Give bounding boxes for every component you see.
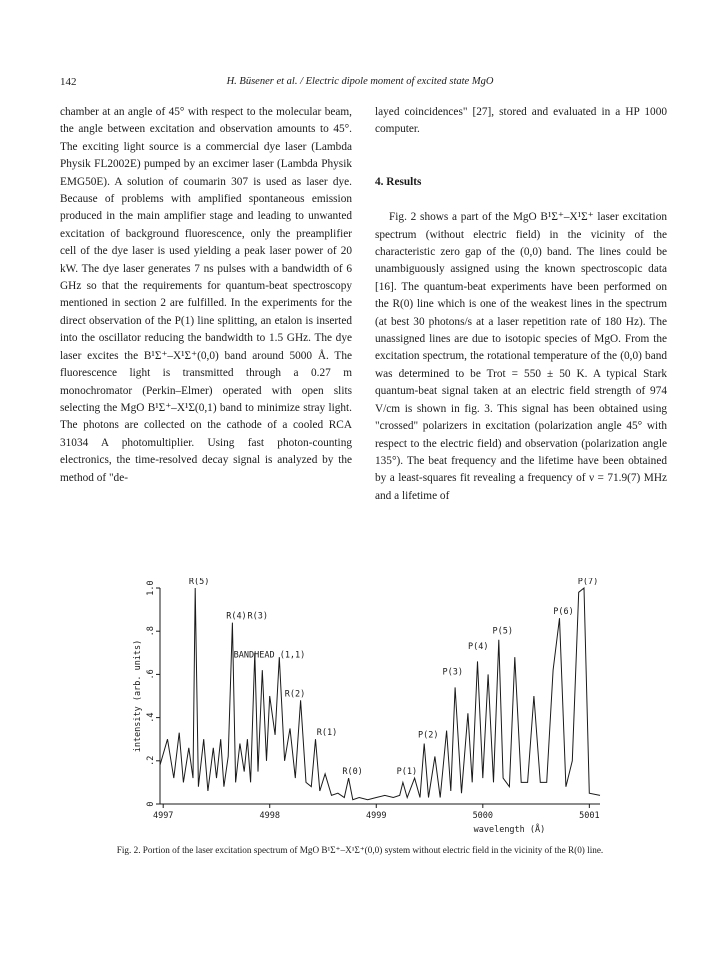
body-paragraph: chamber at an angle of 45° with respect to the molecular beam, the angle between excitation and observation amounts to 45°. The exciting light source is a commercial dye laser (Lambda Physik FL2002E) pumped by an excimer laser (Lambda Physik EMG50E). A solution of coumarin 307 is used as laser dye. Because of problems with amplified spontaneous emission produced in the main amplifier stage and leading to unwanted excitation of background fluorescence, only the preamplifier cell of the dye laser is used yielding a peak laser power of 20 kW. The dye laser generates 7 ns pulses with a bandwidth of 6 GHz so that the requirements for quantum-beat spectroscopy mentioned in section 2 are fulfilled. In the experiments for the direct observation of the P(1) line splitting, an etalon is inserted into the oscillator reducing the bandwidth to 1.5 GHz. The dye laser excites the B¹Σ⁺–X¹Σ⁺(0,0) band around 5000 Å. The fluorescence light is transmitted through a 0.27 m monochromator (Perkin–Elmer) operated with open slits selecting the MgO B¹Σ⁺–X¹Σ(0,1) band to minimize stray light. The photons are collected on the cathode of a cooled RCA 31034 A photomultiplier. Using fast photon-counting electronics, the time-resolved decay signal is analyzed by the method of "de- [60,106,352,484]
line-assignment-label: R(3) [247,611,268,622]
body-paragraph: Fig. 2 shows a part of the MgO B¹Σ⁺–X¹Σ⁺ laser excitation spectrum (without electric field) in the vicinity of the characteristic zero gap of the (0,0) band. The lines could be unambiguously assigned using the known spectroscopic data [16]. The quantum-beat experiments have been performed on the R(0) line which is one of the weakest lines in the spectrum (at best 30 photons/s at a laser repetition rate of 180 Hz). The unassigned lines are due to isotopic species of MgO. From the excitation spectrum, the rotational temperature of the (0,0) band was determined to be Trot = 550 ± 50 K. A typical Stark quantum-beat signal taken at an electric field strength of 974 V/cm is shown in fig. 3. This signal has been obtained using "crossed" polarizers in excitation (polarization angle 45° with respect to the electric field) and observation (polarization angle 135°). The beat frequency and the lifetime have been obtained by a least-squares fit revealing a frequency of ν = 71.9(7) MHz and a lifetime of [375,211,667,502]
line-assignment-label: R(2) [284,689,306,700]
x-tick-label: 4999 [366,811,387,821]
line-assignment-label: P(1) [396,767,418,778]
line-assignment-label: R(0) [342,767,363,778]
line-assignment-label: R(5) [188,578,210,587]
y-tick-label: .4 [146,712,156,723]
figure-caption: Fig. 2. Portion of the laser excitation spectrum of MgO B¹Σ⁺–X¹Σ⁺(0,0) system without electric field in the vicinity of the R(0) line. [116,845,604,855]
section-heading: 4. Results [375,175,422,188]
running-head: H. Büsener et al. / Electric dipole moment of excited state MgO [226,76,494,87]
x-axis-label: wavelength (Å) [473,825,546,835]
y-axis-label: intensity (arb. units) [133,639,143,753]
spectrum-chart [130,578,610,840]
line-assignment-label: R(1) [316,728,338,739]
y-tick-label: .2 [146,755,156,766]
y-tick-label: 1.0 [146,580,156,596]
left-column [60,104,352,487]
line-assignment-label: R(4) [226,611,247,622]
y-tick-label: .8 [146,626,156,637]
line-assignment-label: P(5) [492,626,514,637]
line-assignment-label: BANDHEAD (1,1) [233,650,306,661]
line-assignment-label: P(4) [468,641,489,652]
body-paragraph-continuation: layed coincidences" [27], stored and evaluated in a HP 1000 computer. [375,106,667,136]
line-assignment-label: P(7) [577,578,599,587]
line-assignment-label: P(2) [417,730,439,741]
spectrum-figure [130,578,610,840]
y-tick-label: .6 [146,669,156,680]
page-number: 142 [60,76,77,88]
line-assignment-label: P(6) [553,607,574,618]
right-column [375,104,667,505]
y-tick-label: 0 [146,801,156,807]
x-tick-label: 5000 [472,811,494,821]
line-assignment-label: P(3) [442,667,463,678]
x-tick-label: 5001 [579,811,600,821]
x-tick-label: 4997 [152,811,174,821]
x-tick-label: 4998 [259,811,280,821]
